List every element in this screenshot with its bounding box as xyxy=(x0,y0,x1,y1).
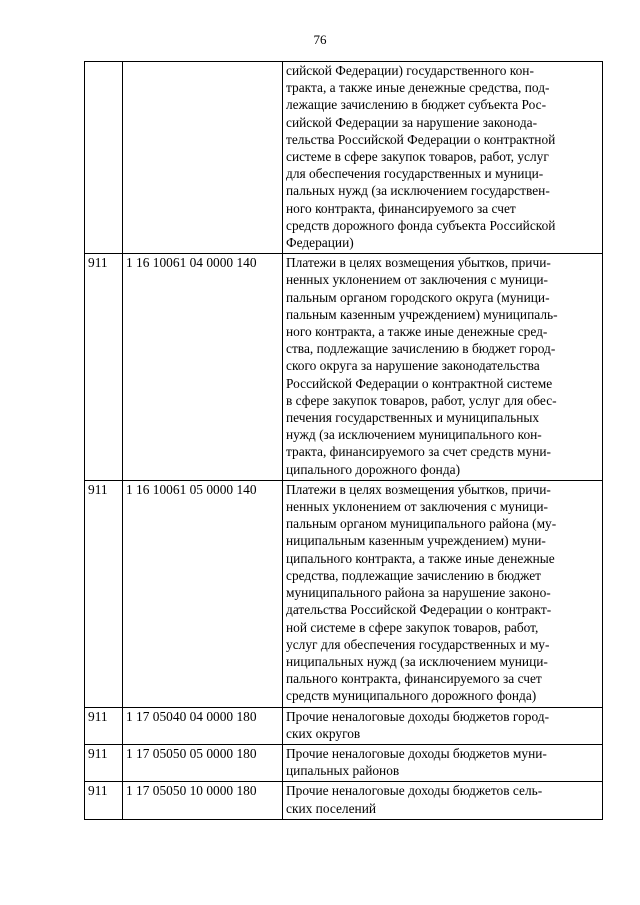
table-row xyxy=(85,707,603,744)
admin-code-cell: 911 xyxy=(85,744,123,781)
revenue-description-cell xyxy=(283,782,603,819)
description-line: тракта, финансируемого за счет средств муни- xyxy=(286,444,551,460)
budget-classification-code-cell: 1 16 10061 04 0000 140 xyxy=(123,254,283,481)
table-row xyxy=(85,480,603,707)
description-line: средств дорожного фонда субъекта Российской xyxy=(286,217,556,233)
description-line: пальным органом городского округа (муници- xyxy=(286,289,550,305)
description-line: Прочие неналоговые доходы бюджетов сель- xyxy=(286,783,543,799)
description-line: ниципальным казенным учреждением) муни- xyxy=(286,533,546,549)
admin-code-cell xyxy=(85,62,123,254)
description-line: лежащие зачислению в бюджет субъекта Рос- xyxy=(286,97,547,113)
budget-classification-code-cell: 1 17 05050 05 0000 180 xyxy=(123,744,283,781)
description-line: ной системе в сфере закупок товаров, работ, xyxy=(286,619,539,635)
description-line: ниципальных нужд (за исключением муници- xyxy=(286,653,548,669)
admin-code-cell: 911 xyxy=(85,480,123,707)
description-line: ского округа за нарушение законодательства xyxy=(286,358,540,374)
description-line: ских поселений xyxy=(286,800,377,816)
description-line: средств муниципального дорожного фонда) xyxy=(286,688,537,704)
description-line: для обеспечения государственных и муници- xyxy=(286,166,544,182)
table-row xyxy=(85,744,603,781)
description-line: ного контракта, финансируемого за счет xyxy=(286,200,516,216)
description-line: в сфере закупок товаров, работ, услуг для обес- xyxy=(286,392,557,408)
admin-code-cell: 911 xyxy=(85,254,123,481)
description-line: услуг для обеспечения государственных и му- xyxy=(286,636,550,652)
description-line: ненных уклонением от заключения с муници- xyxy=(286,272,548,288)
budget-codes-table xyxy=(84,61,603,820)
budget-classification-code-cell: 1 16 10061 05 0000 140 xyxy=(123,480,283,707)
table-row xyxy=(85,62,603,254)
description-line: нужд (за исключением муниципального кон- xyxy=(286,427,542,443)
description-line: ских округов xyxy=(286,725,361,741)
description-line: сийской Федерации за нарушение законода- xyxy=(286,114,538,130)
table-row xyxy=(85,254,603,481)
budget-classification-code-cell: 1 17 05050 10 0000 180 xyxy=(123,782,283,819)
description-line: ства, подлежащие зачислению в бюджет город- xyxy=(286,341,556,357)
description-line: тельства Российской Федерации о контрактной xyxy=(286,131,556,147)
description-line: пальным органом муниципального района (му- xyxy=(286,516,557,532)
admin-code-cell: 911 xyxy=(85,782,123,819)
revenue-description-cell xyxy=(283,707,603,744)
description-line: ненных уклонением от заключения с муници- xyxy=(286,499,548,515)
description-line: Платежи в целях возмещения убытков, причи- xyxy=(286,255,551,271)
description-line: пального контракта, финансируемого за счет xyxy=(286,671,542,687)
description-line: сийской Федерации) государственного кон- xyxy=(286,63,534,78)
budget-classification-code-cell xyxy=(123,62,283,254)
description-line: пальных нужд (за исключением государствен- xyxy=(286,183,550,199)
description-line: Прочие неналоговые доходы бюджетов муни- xyxy=(286,745,547,761)
revenue-description-cell xyxy=(283,480,603,707)
admin-code-cell: 911 xyxy=(85,707,123,744)
description-line: Прочие неналоговые доходы бюджетов город- xyxy=(286,708,550,724)
budget-classification-code-cell: 1 17 05040 04 0000 180 xyxy=(123,707,283,744)
table-row xyxy=(85,782,603,819)
revenue-description-cell xyxy=(283,62,603,254)
description-line: ного контракта, а также иные денежные сред- xyxy=(286,324,548,340)
description-line: Российской Федерации о контрактной системе xyxy=(286,375,553,391)
description-line: дательства Российской Федерации о контракт- xyxy=(286,602,552,618)
page-number: 76 xyxy=(313,32,327,47)
revenue-description-cell xyxy=(283,254,603,481)
description-line: тракта, а также иные денежные средства, под- xyxy=(286,80,550,96)
description-line: Федерации) xyxy=(286,235,354,251)
table-body xyxy=(85,62,603,820)
description-line: средства, подлежащие зачислению в бюджет xyxy=(286,567,542,583)
description-line: муниципального района за нарушение законо- xyxy=(286,585,551,601)
description-line: системе в сфере закупок товаров, работ, услуг xyxy=(286,149,549,165)
description-line: печения государственных и муниципальных xyxy=(286,410,540,426)
revenue-description-cell xyxy=(283,744,603,781)
description-line: ципальных районов xyxy=(286,763,400,779)
description-line: пальным казенным учреждением) муниципаль- xyxy=(286,306,558,322)
description-line: Платежи в целях возмещения убытков, причи- xyxy=(286,481,551,497)
description-line: ципального дорожного фонда) xyxy=(286,461,461,477)
description-line: ципального контракта, а также иные денежные xyxy=(286,550,555,566)
